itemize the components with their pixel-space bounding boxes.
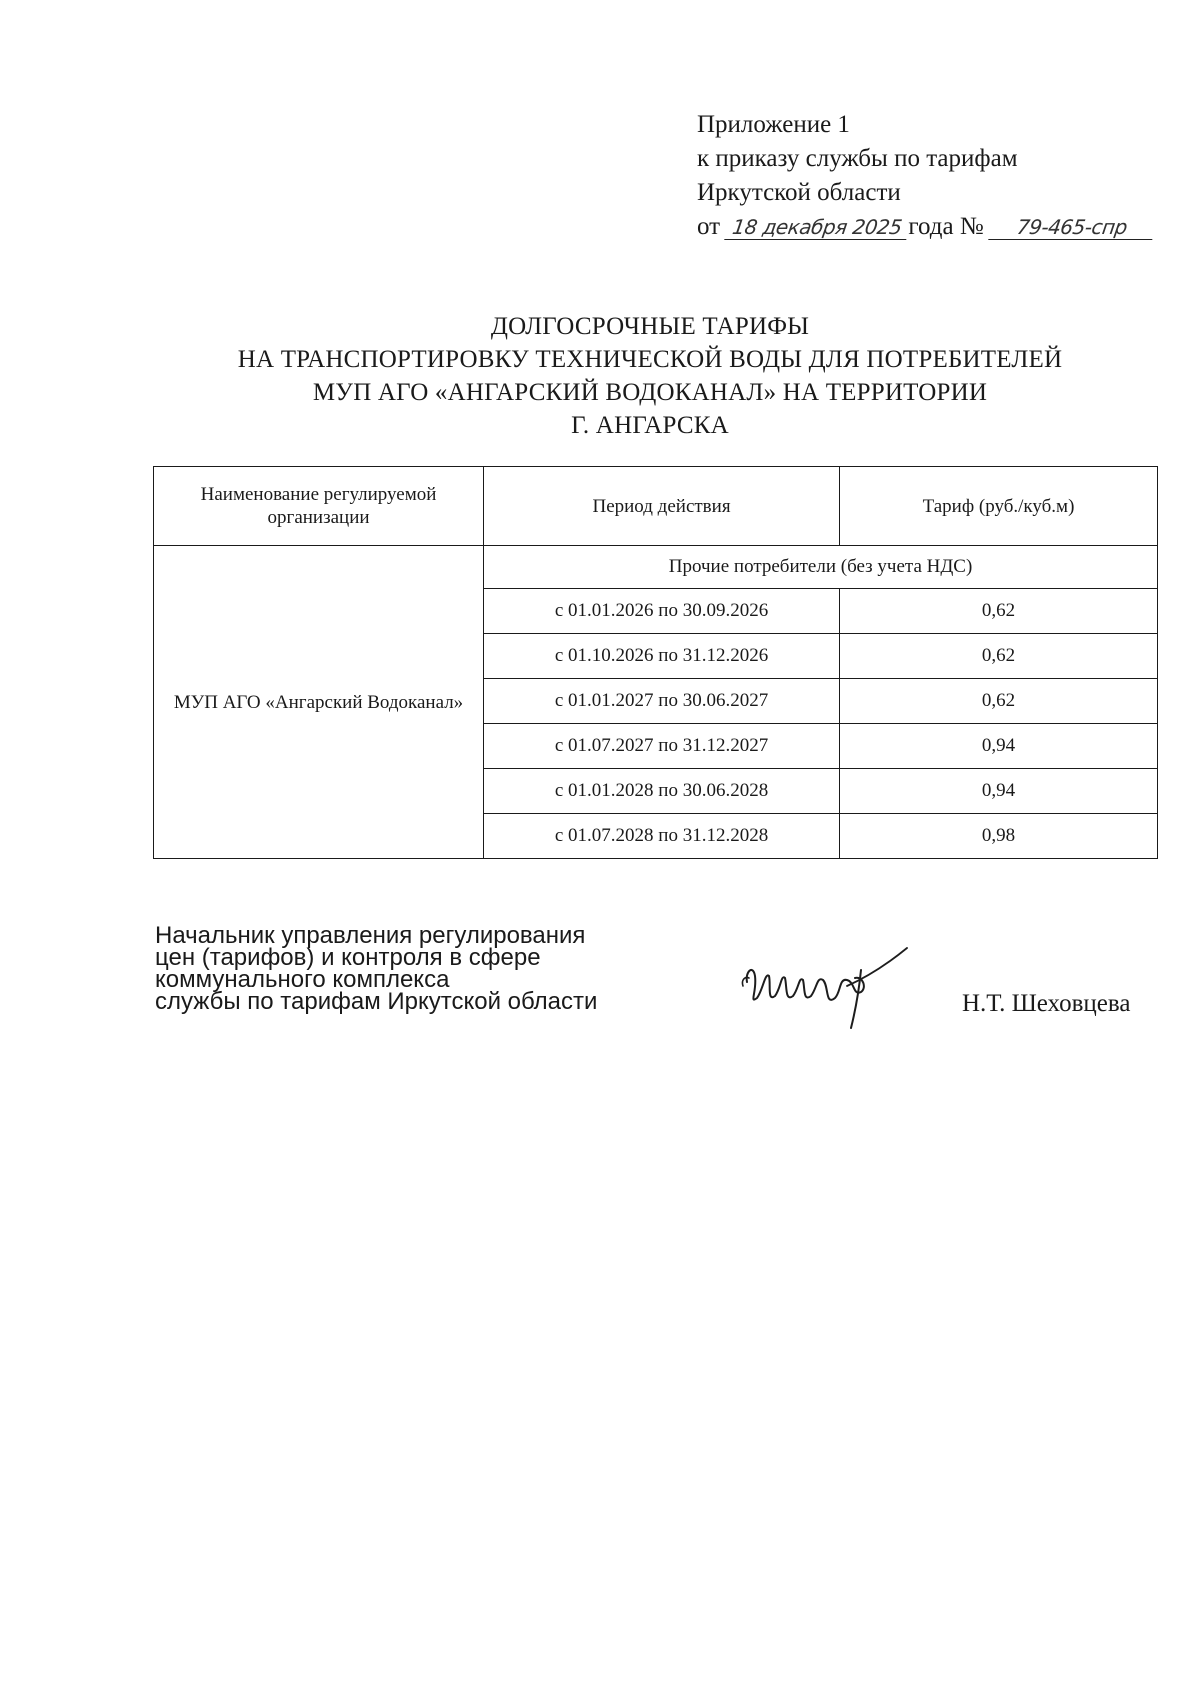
handwritten-signature [735, 942, 925, 1032]
tariff-cell: 0,98 [839, 814, 1157, 859]
appendix-header [697, 108, 1154, 244]
header-organization: Наименование регулируемой организации [154, 467, 484, 546]
period-cell: с 01.10.2026 по 31.12.2026 [484, 634, 840, 679]
header-period: Период действия [484, 467, 840, 546]
organization-cell: МУП АГО «Ангарский Водоканал» [154, 546, 484, 859]
from-prefix: от [697, 213, 721, 240]
signatory-position [155, 922, 598, 1015]
handwritten-date: 18 декабря 2025 [725, 215, 911, 240]
handwritten-order-number: 79-465-спр [988, 215, 1156, 240]
tariff-cell: 0,94 [839, 724, 1157, 769]
title-line-2: НА ТРАНСПОРТИРОВКУ ТЕХНИЧЕСКОЙ ВОДЫ ДЛЯ ПОТРЕБИТЕЛЕЙ [237, 346, 1063, 373]
period-cell: с 01.01.2026 по 30.09.2026 [484, 589, 840, 634]
header-tariff: Тариф (руб./куб.м) [839, 467, 1157, 546]
signatory-name: Н.Т. Шеховцева [962, 990, 1131, 1017]
appendix-order-line [697, 210, 1154, 244]
document-title [150, 310, 1150, 442]
appendix-line-1: Приложение 1 [697, 111, 850, 138]
period-cell: с 01.07.2028 по 31.12.2028 [484, 814, 840, 859]
position-line-2: цен (тарифов) и контроля в сфере [155, 944, 541, 971]
tariff-cell: 0,94 [839, 769, 1157, 814]
period-cell: с 01.07.2027 по 31.12.2027 [484, 724, 840, 769]
table-group-row [154, 546, 1158, 589]
group-label-cell: Прочие потребители (без учета НДС) [484, 546, 1158, 589]
position-line-1: Начальник управления регулирования [155, 922, 586, 949]
position-line-3: коммунального комплекса [155, 966, 450, 993]
appendix-line-3: Иркутской области [697, 179, 901, 206]
tariff-table [153, 466, 1158, 859]
tariff-cell: 0,62 [839, 679, 1157, 724]
title-line-1: ДОЛГОСРОЧНЫЕ ТАРИФЫ [490, 313, 810, 340]
tariff-cell: 0,62 [839, 634, 1157, 679]
year-word: года № [908, 213, 984, 240]
appendix-line-2: к приказу службы по тарифам [697, 145, 1018, 172]
title-line-3: МУП АГО «АНГАРСКИЙ ВОДОКАНАЛ» НА ТЕРРИТОРИИ [312, 379, 988, 406]
table-header-row [154, 467, 1158, 546]
tariff-cell: 0,62 [839, 589, 1157, 634]
period-cell: с 01.01.2027 по 30.06.2027 [484, 679, 840, 724]
position-line-4: службы по тарифам Иркутской области [155, 988, 598, 1015]
title-line-4: Г. АНГАРСКА [571, 412, 729, 439]
period-cell: с 01.01.2028 по 30.06.2028 [484, 769, 840, 814]
